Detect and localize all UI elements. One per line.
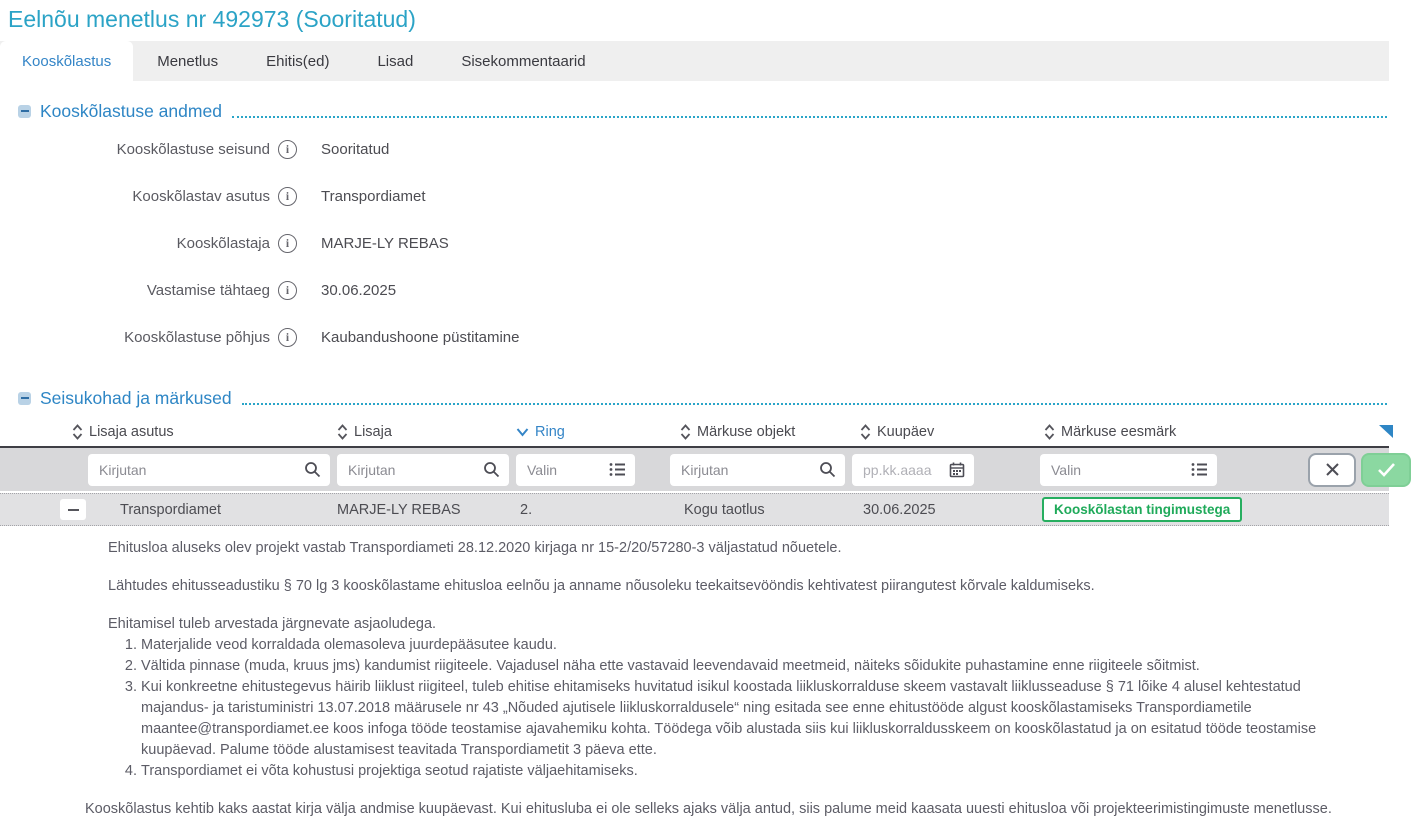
sort-icon <box>680 424 691 440</box>
field-value: MARJE-LY REBAS <box>321 235 449 252</box>
cell-kuupaev: 30.06.2025 <box>863 501 936 518</box>
cell-markuse-objekt: Kogu taotlus <box>684 501 765 518</box>
list-item: 4. Transpordiamet ei võta kohustusi projektiga seotud rajatiste väljaehitamiseks. <box>141 761 1359 782</box>
field-label: Vastamise tähtaeg <box>146 282 270 299</box>
filter-markuse-objekt <box>670 454 845 486</box>
filter-kuupaev <box>852 454 974 486</box>
column-label: Lisaja <box>354 423 392 440</box>
table-settings-cell <box>1217 425 1389 438</box>
filter-ring-input[interactable] <box>525 461 609 479</box>
page-title: Eelnõu menetlus nr 492973 (Sooritatud) <box>8 6 416 32</box>
tab-lisad[interactable]: Lisad <box>377 52 414 70</box>
filter-ring <box>516 454 635 486</box>
column-filter-icon[interactable] <box>1379 425 1393 438</box>
info-icon[interactable]: i <box>278 328 297 347</box>
remark-paragraph: Lähtudes ehitusseadustiku § 70 lg 3 kooskõlastame ehitusloa eelnõu ja anname nõusoleku teekaitsevööndis kehtivatest piirangutest kõrvale kaldumiseks. <box>108 578 1095 594</box>
column-header-markuse-eesmark[interactable] <box>1040 424 1217 440</box>
filter-markuse-eesmark <box>1040 454 1217 486</box>
field-label: Kooskõlastaja <box>176 235 270 252</box>
filter-lisaja <box>337 454 509 486</box>
remark-conditions-list <box>108 635 1359 782</box>
field-value: Sooritatud <box>321 141 390 158</box>
column-header-kuupaev[interactable] <box>852 424 1040 440</box>
column-label: Märkuse eesmärk <box>1061 423 1177 440</box>
remarks-table-header <box>0 417 1389 448</box>
filter-lisaja-asutus-input[interactable] <box>97 461 304 479</box>
sort-icon <box>1044 424 1055 440</box>
column-label: Kuupäev <box>877 423 935 440</box>
details-fields <box>0 126 1389 361</box>
column-header-lisaja[interactable] <box>337 424 516 440</box>
search-icon[interactable] <box>304 461 321 478</box>
column-label: Lisaja asutus <box>89 423 174 440</box>
tab-sisekommentaarid[interactable]: Sisekommentaarid <box>461 52 586 70</box>
row-collapse-toggle[interactable] <box>60 499 86 520</box>
calendar-icon[interactable] <box>949 462 965 478</box>
cell-lisaja: MARJE-LY REBAS <box>337 501 461 518</box>
filter-kuupaev-input[interactable] <box>861 461 949 479</box>
clear-filters-button[interactable] <box>1308 453 1356 487</box>
column-header-markuse-objekt[interactable] <box>670 424 852 440</box>
field-kooskolastaja <box>0 220 1389 267</box>
sort-desc-icon <box>516 427 529 437</box>
column-label: Märkuse objekt <box>697 423 796 440</box>
remarks-filter-row <box>0 448 1389 491</box>
field-label: Kooskõlastav asutus <box>132 188 270 205</box>
filter-buttons <box>1217 453 1411 487</box>
status-badge: Kooskõlastan tingimustega <box>1042 497 1242 522</box>
filter-lisaja-asutus <box>88 454 330 486</box>
info-icon[interactable]: i <box>278 140 297 159</box>
filter-markuse-objekt-input[interactable] <box>679 461 819 479</box>
remark-paragraph: Ehitamisel tuleb arvestada järgnevate asjaoludega. <box>108 616 437 632</box>
list-select-icon[interactable] <box>609 462 626 477</box>
tab-menetlus[interactable]: Menetlus <box>157 52 219 70</box>
close-icon <box>1325 462 1340 477</box>
list-item: 3. Kui konkreetne ehitustegevus häirib liiklust riigiteel, tuleb ehitise ehitamiseks huvitatud isikul koostada liikluskorralduse skeem vastavalt liiklusseaduse § 71 lõike 4 alusel kehtestatud majandus- ja taristuministri 13.07.2018 määrusele nr 43 „Nõuded ajutisele liikluskorraldusele“ ning esitada see enne ehitustööde algust kooskõlastamiseks Transpordiametile maantee@transpordiamet.ee koos infoga tööde teostamise ajavahemiku kohta. Töödega võib alustada siis kui liikluskorraldusskeem on kooskõlastatud ja on esitatud tööde teostamise kuupäevad. Palume tööde alustamisest teavitada Transpordiametit 3 päeva ette. <box>141 677 1359 761</box>
filter-markuse-eesmark-input[interactable] <box>1049 461 1191 479</box>
remark-table-row <box>0 493 1389 526</box>
section-title: Seisukohad ja märkused <box>40 387 232 408</box>
tab-kooskolastus[interactable]: Kooskõlastus <box>0 41 133 81</box>
checkmark-icon <box>1377 462 1396 477</box>
section-details-header <box>0 100 1389 122</box>
sort-icon <box>860 424 871 440</box>
field-value: Kaubandushoone püstitamine <box>321 329 520 346</box>
field-value: 30.06.2025 <box>321 282 397 299</box>
dotted-divider <box>232 104 1387 118</box>
field-seisund <box>0 126 1389 173</box>
sort-icon <box>337 424 348 440</box>
search-icon[interactable] <box>483 461 500 478</box>
info-icon[interactable]: i <box>278 234 297 253</box>
collapse-minus-icon[interactable] <box>18 392 31 405</box>
cell-ring: 2. <box>520 501 533 518</box>
list-item: 1. Materjalide veod korraldada olemasoleva juurdepääsutee kaudu. <box>141 635 1359 656</box>
tab-ehitised[interactable]: Ehitis(ed) <box>266 52 330 70</box>
search-icon[interactable] <box>819 461 836 478</box>
column-label: Ring <box>535 423 565 440</box>
remark-paragraph: Ehitusloa aluseks olev projekt vastab Transpordiameti 28.12.2020 kirjaga nr 15-2/20/57280-3 väljastatud nõuetele. <box>108 540 842 556</box>
cell-lisaja-asutus: Transpordiamet <box>120 501 222 518</box>
remark-detail-text <box>0 526 1389 782</box>
collapse-minus-icon[interactable] <box>18 105 31 118</box>
column-header-ring[interactable] <box>516 424 670 440</box>
field-value: Transpordiamet <box>321 188 426 205</box>
list-select-icon[interactable] <box>1191 462 1208 477</box>
filter-lisaja-input[interactable] <box>346 461 483 479</box>
section-title: Kooskõlastuse andmed <box>40 100 222 121</box>
field-tahtaeg <box>0 267 1389 314</box>
dotted-divider <box>242 391 1387 405</box>
list-item: 2. Vältida pinnase (muda, kruus jms) kandumist riigiteele. Vajadusel näha ette vastavaid leevendavaid meetmeid, näiteks sõidukite puhastamine enne riigiteele sõitmist. <box>141 656 1359 677</box>
field-label: Kooskõlastuse seisund <box>116 141 270 158</box>
field-pohjus <box>0 314 1389 361</box>
column-header-lisaja-asutus[interactable] <box>0 424 337 440</box>
apply-filters-button[interactable] <box>1361 453 1411 487</box>
field-label: Kooskõlastuse põhjus <box>124 329 270 346</box>
sort-icon <box>72 424 83 440</box>
info-icon[interactable]: i <box>278 187 297 206</box>
section-remarks-header <box>0 387 1389 409</box>
field-asutus <box>0 173 1389 220</box>
info-icon[interactable]: i <box>278 281 297 300</box>
tab-bar <box>0 41 1389 81</box>
remark-closing-paragraph: Kooskõlastus kehtib kaks aastat kirja välja andmise kuupäevast. Kui ehitusluba ei ole selleks ajaks välja antud, siis palume meid kaasata uuesti ehitusloa või projekteerimistingimuste menetlusse. <box>85 801 1332 817</box>
